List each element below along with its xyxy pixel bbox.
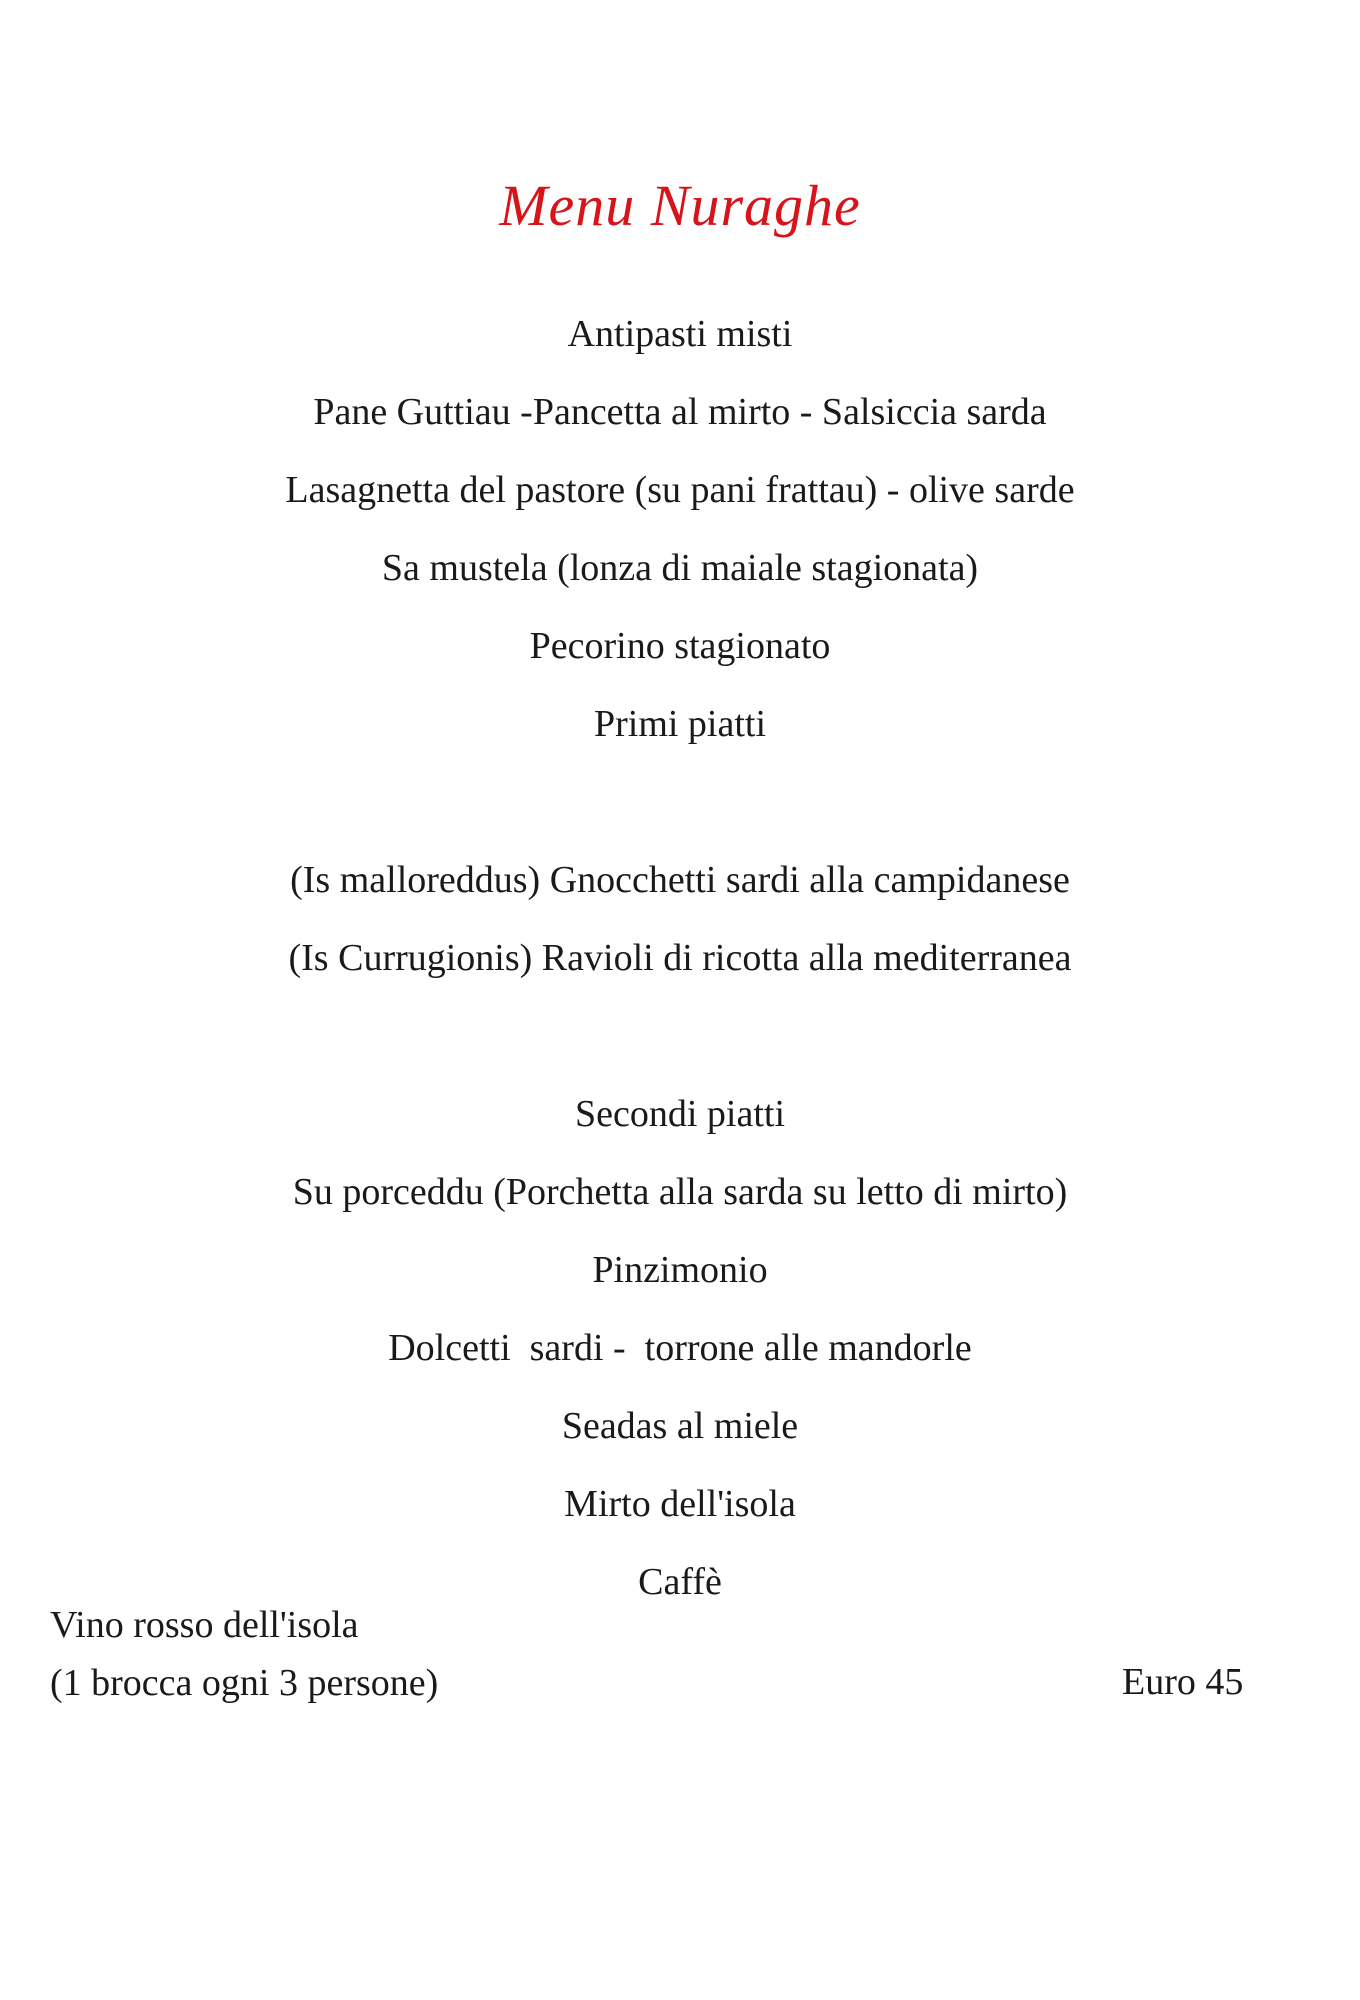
menu-line-antipasti-heading: Antipasti misti: [567, 313, 793, 355]
menu-line-primi-heading: Primi piatti: [593, 703, 767, 745]
menu-line: (Is Currugionis) Ravioli di ricotta alla mediterranea: [288, 937, 1072, 979]
menu-line: Pane Guttiau -Pancetta al mirto - Salsiccia sarda: [313, 391, 1047, 433]
menu-line: Lasagnetta del pastore (su pani frattau) - olive sarde: [285, 469, 1075, 511]
menu-line-secondi-heading: Secondi piatti: [574, 1093, 786, 1135]
wine-note: [50, 1596, 438, 1712]
menu-line: Pinzimonio: [592, 1249, 768, 1291]
menu-line: Dolcetti sardi - torrone alle mandorle: [388, 1327, 972, 1369]
wine-note-line: (1 brocca ogni 3 persone): [50, 1662, 439, 1704]
menu-line: Pecorino stagionato: [529, 625, 831, 667]
menu-line: (Is malloreddus) Gnocchetti sardi alla campidanese: [290, 859, 1070, 901]
menu-line: Sa mustela (lonza di maiale stagionata): [381, 547, 979, 589]
wine-note-line: Vino rosso dell'isola: [50, 1604, 359, 1646]
menu-line: Seadas al miele: [561, 1405, 799, 1447]
menu-line: Caffè: [638, 1561, 722, 1603]
price-label: Euro 45: [1122, 1661, 1244, 1703]
menu-line: Su porceddu (Porchetta alla sarda su letto di mirto): [292, 1171, 1068, 1213]
menu-line: Mirto dell'isola: [564, 1483, 796, 1525]
menu-title: Menu Nuraghe: [499, 173, 861, 238]
